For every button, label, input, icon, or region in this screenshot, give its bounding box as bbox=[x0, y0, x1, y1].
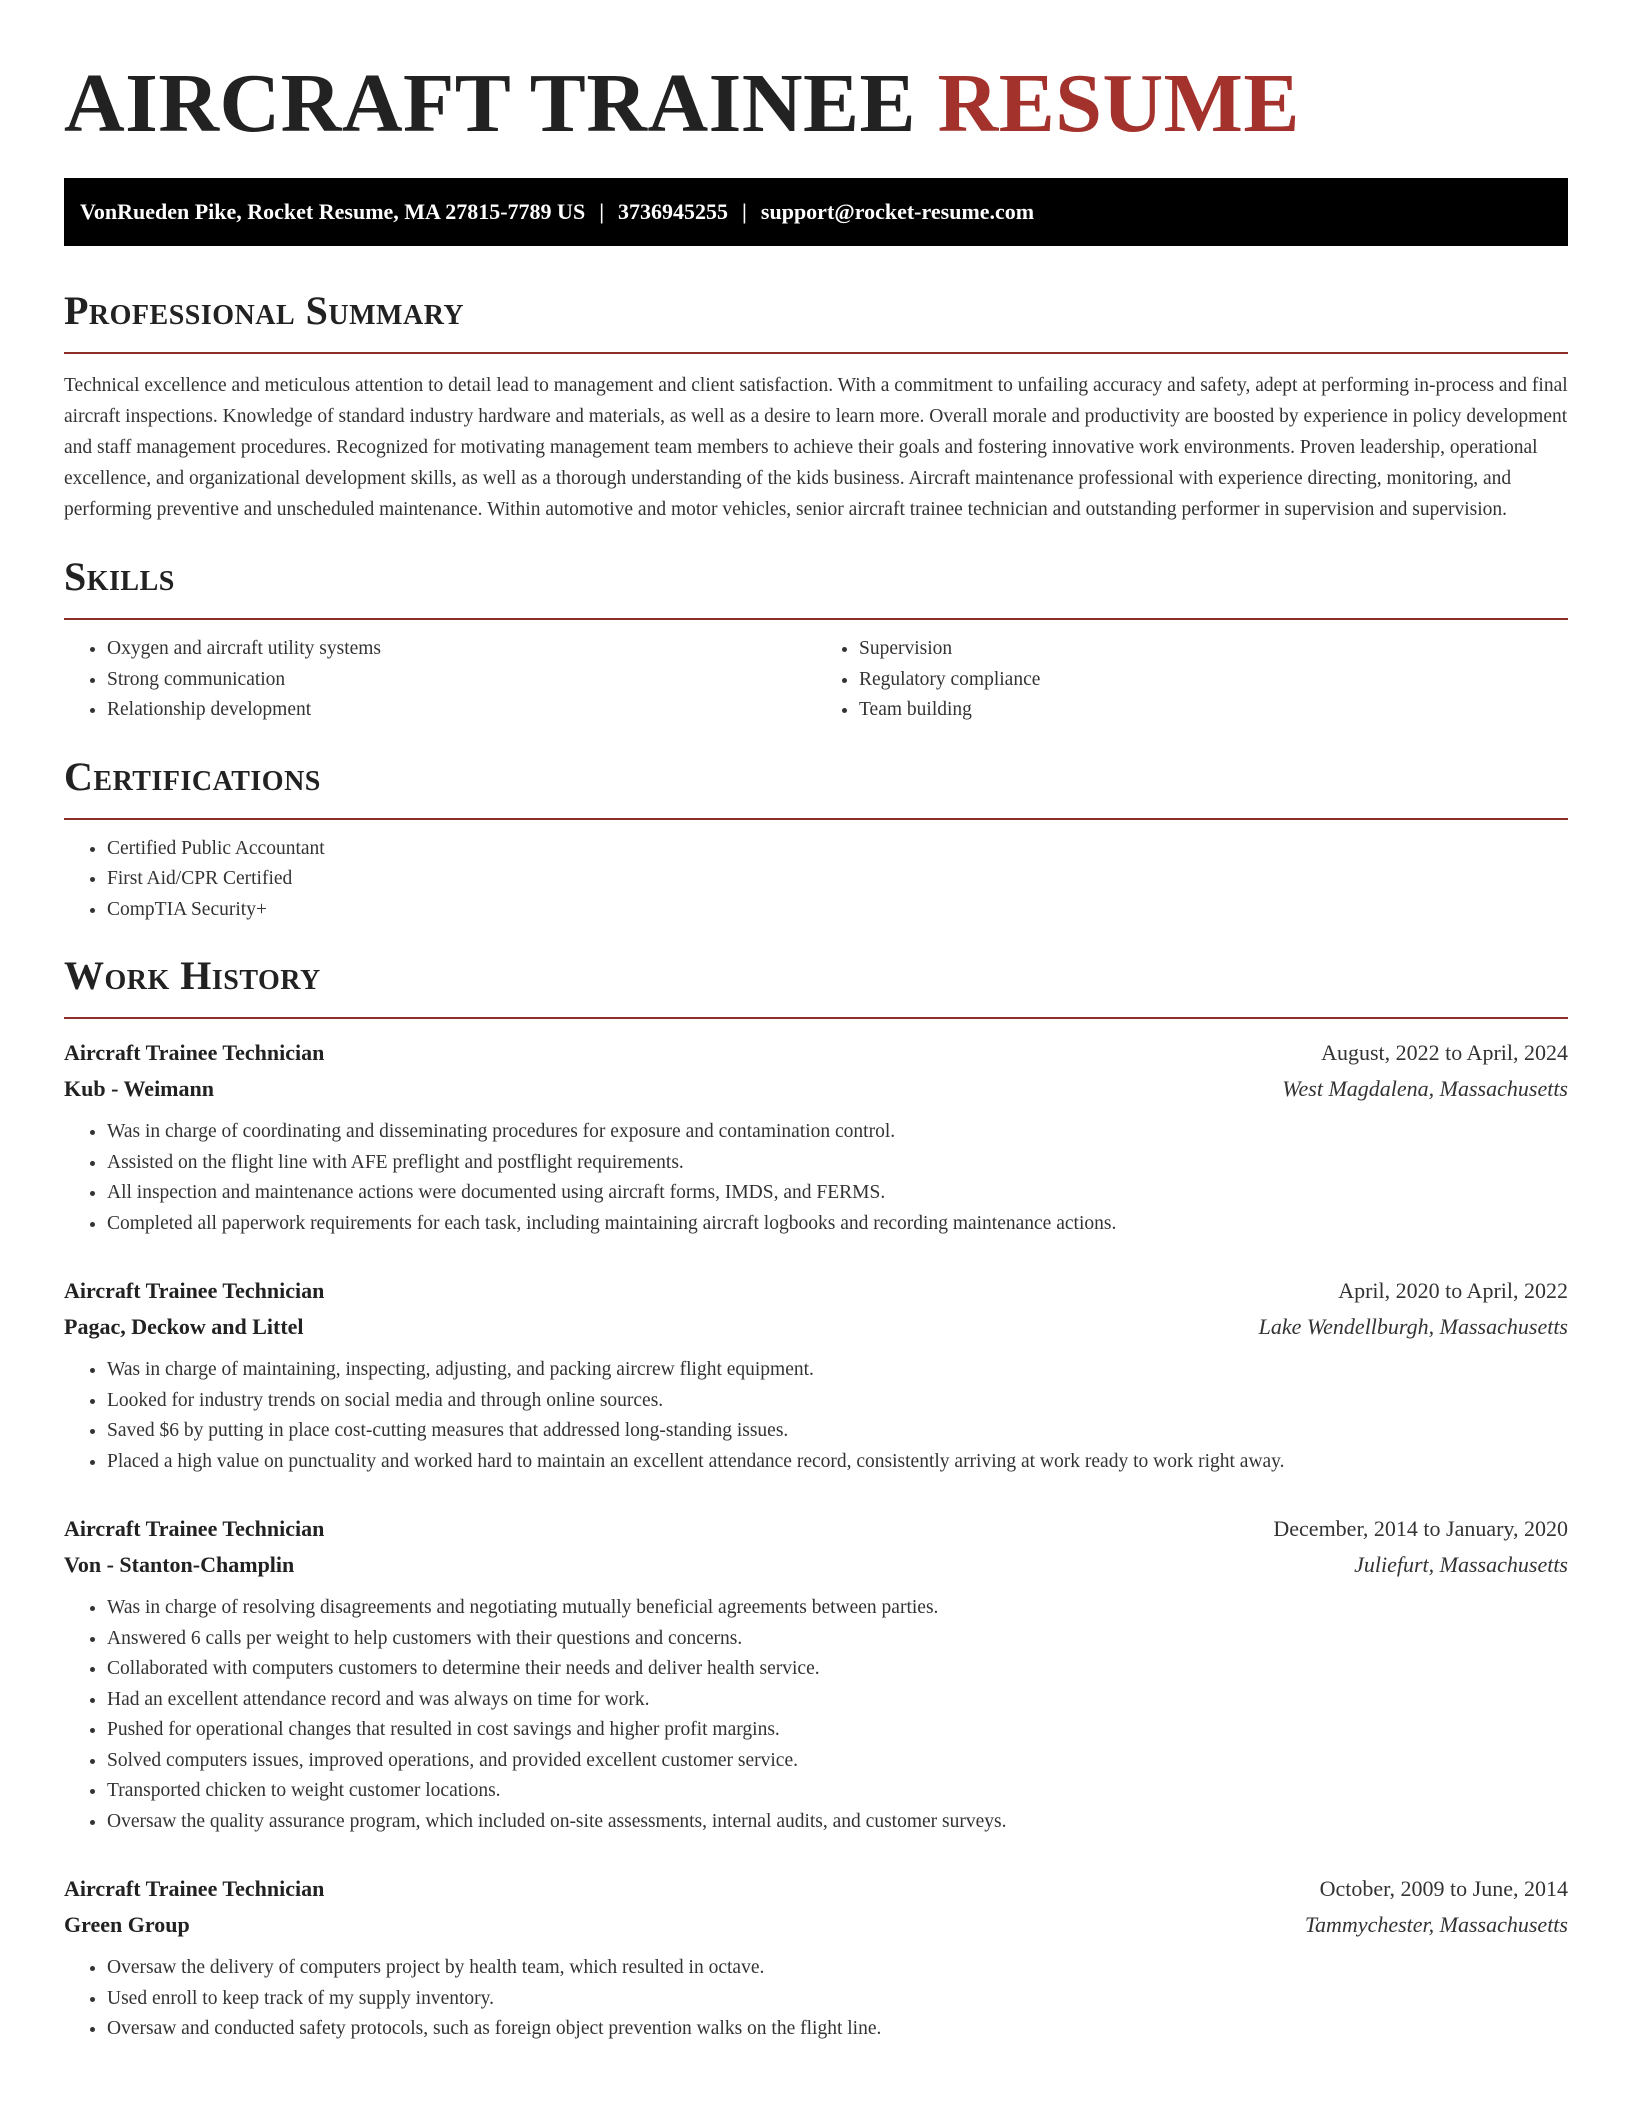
job-title: Aircraft Trainee Technician bbox=[64, 1040, 325, 1065]
job-title: Aircraft Trainee Technician bbox=[64, 1876, 325, 1901]
contact-email[interactable]: support@rocket-resume.com bbox=[760, 199, 1035, 224]
contact-separator: | bbox=[742, 199, 747, 224]
job-bullet: • Answered 6 calls per weight to help customers with their questions and concerns. bbox=[107, 1624, 1568, 1655]
certifications-section bbox=[64, 752, 1568, 926]
summary-section bbox=[64, 286, 1568, 525]
job-location: Lake Wendellburgh, Massachusetts bbox=[1258, 1314, 1568, 1339]
job-subheader bbox=[64, 1071, 1568, 1107]
skill-item: • Team building bbox=[859, 695, 1568, 726]
job-title: Aircraft Trainee Technician bbox=[64, 1278, 325, 1303]
contact-bar bbox=[64, 178, 1568, 246]
job-dates: April, 2020 to April, 2022 bbox=[1338, 1278, 1568, 1303]
job-header bbox=[64, 1273, 1568, 1309]
contact-phone: 3736945255 bbox=[618, 199, 729, 224]
skills-heading: Skills bbox=[64, 554, 175, 599]
job-bullet: • Was in charge of coordinating and disseminating procedures for exposure and contamination control. bbox=[107, 1117, 1568, 1148]
job-bullet: • Saved $6 by putting in place cost-cutting measures that addressed long-standing issues. bbox=[107, 1416, 1568, 1447]
section-divider bbox=[64, 352, 1568, 354]
skills-section bbox=[64, 552, 1568, 726]
job-bullet: • Pushed for operational changes that resulted in cost savings and higher profit margins. bbox=[107, 1715, 1568, 1746]
job-entry bbox=[64, 1035, 1568, 1239]
job-bullet: • Was in charge of resolving disagreements and negotiating mutually beneficial agreements between parties. bbox=[107, 1593, 1568, 1624]
job-header bbox=[64, 1511, 1568, 1547]
skills-grid bbox=[64, 634, 1568, 726]
job-bullets bbox=[64, 1117, 1568, 1239]
resume-title bbox=[64, 0, 1568, 152]
contact-address: VonRueden Pike, Rocket Resume, MA 27815-7789 US bbox=[80, 199, 586, 224]
job-company: Pagac, Deckow and Littel bbox=[64, 1314, 304, 1339]
job-bullet: • Was in charge of maintaining, inspecting, adjusting, and packing aircrew flight equipment. bbox=[107, 1355, 1568, 1386]
job-dates: December, 2014 to January, 2020 bbox=[1273, 1516, 1568, 1541]
title-main: AIRCRAFT TRAINEE bbox=[64, 57, 917, 150]
job-bullet: • Completed all paperwork requirements for each task, including maintaining aircraft logbooks and recording maintenance actions. bbox=[107, 1209, 1568, 1240]
job-bullets bbox=[64, 1593, 1568, 1837]
job-entry bbox=[64, 1871, 1568, 2045]
job-bullet: • Oversaw the quality assurance program, which included on-site assessments, internal audits, and customer surveys. bbox=[107, 1807, 1568, 1838]
job-subheader bbox=[64, 1907, 1568, 1943]
section-divider bbox=[64, 818, 1568, 820]
job-location: Juliefurt, Massachusetts bbox=[1354, 1552, 1568, 1577]
job-bullet: • Collaborated with computers customers to determine their needs and deliver health service. bbox=[107, 1654, 1568, 1685]
contact-separator: | bbox=[599, 199, 605, 224]
job-bullet: • All inspection and maintenance actions were documented using aircraft forms, IMDS, and FERMS. bbox=[107, 1178, 1568, 1209]
job-company: Von - Stanton-Champlin bbox=[64, 1552, 295, 1577]
job-subheader bbox=[64, 1547, 1568, 1583]
job-company: Green Group bbox=[64, 1912, 190, 1937]
job-entry bbox=[64, 1511, 1568, 1837]
summary-heading: Professional Summary bbox=[64, 288, 465, 333]
job-bullet: • Solved computers issues, improved operations, and provided excellent customer service. bbox=[107, 1746, 1568, 1777]
title-accent: RESUME bbox=[937, 57, 1300, 150]
job-bullets bbox=[64, 1953, 1568, 2045]
job-company: Kub - Weimann bbox=[64, 1076, 214, 1101]
certifications-list bbox=[64, 834, 1568, 926]
job-bullets bbox=[64, 1355, 1568, 1477]
job-subheader bbox=[64, 1309, 1568, 1345]
section-divider bbox=[64, 618, 1568, 620]
summary-text: Technical excellence and meticulous attention to detail lead to management and client satisfaction. With a commitment to unfailing accuracy and safety, adept at performing in-process and final aircraft inspections. Knowledge of standard industry hardware and materials, as well as a desire to learn more. Overall morale and productivity are boosted by experience in policy development and staff management procedures. Recognized for motivating management team members to achieve their goals and fostering innovative work environments. Proven leadership, operational excellence, and organizational development skills, as well as a thorough understanding of the kids business. Aircraft maintenance professional with experience directing, monitoring, and performing preventive and unscheduled maintenance. Within automotive and motor vehicles, senior aircraft trainee technician and outstanding performer in supervision and supervision. bbox=[64, 375, 1568, 520]
certifications-heading: Certifications bbox=[64, 753, 321, 799]
skills-list-right bbox=[816, 634, 1568, 726]
section-divider bbox=[64, 1017, 1568, 1019]
skill-item: • Regulatory compliance bbox=[859, 665, 1568, 696]
job-dates: August, 2022 to April, 2024 bbox=[1321, 1040, 1568, 1065]
job-header bbox=[64, 1871, 1568, 1907]
skill-item: • Oxygen and aircraft utility systems bbox=[107, 634, 816, 665]
skill-item: • Supervision bbox=[859, 634, 1568, 665]
certification-item: • Certified Public Accountant bbox=[107, 834, 1568, 865]
job-bullet: • Transported chicken to weight customer locations. bbox=[107, 1776, 1568, 1807]
job-bullet: • Used enroll to keep track of my supply inventory. bbox=[107, 1984, 1568, 2015]
job-bullet: • Assisted on the flight line with AFE preflight and postflight requirements. bbox=[107, 1148, 1568, 1179]
job-bullet: • Had an excellent attendance record and was always on time for work. bbox=[107, 1685, 1568, 1716]
job-bullet: • Placed a high value on punctuality and worked hard to maintain an excellent attendance record, consistently arriving at work ready to work right away. bbox=[107, 1447, 1568, 1478]
certification-item: • CompTIA Security+ bbox=[107, 895, 1568, 926]
skills-list-left bbox=[64, 634, 816, 726]
job-title: Aircraft Trainee Technician bbox=[64, 1516, 325, 1541]
work-history-section bbox=[64, 951, 1568, 2045]
job-entry bbox=[64, 1273, 1568, 1477]
job-header bbox=[64, 1035, 1568, 1071]
job-location: West Magdalena, Massachusetts bbox=[1282, 1076, 1568, 1101]
skill-item: • Strong communication bbox=[107, 665, 816, 696]
job-bullet: • Oversaw the delivery of computers project by health team, which resulted in octave. bbox=[107, 1953, 1568, 1984]
job-bullet: • Oversaw and conducted safety protocols, such as foreign object prevention walks on the flight line. bbox=[107, 2014, 1568, 2045]
work-history-heading: Work History bbox=[64, 953, 321, 998]
job-bullet: • Looked for industry trends on social media and through online sources. bbox=[107, 1386, 1568, 1417]
skill-item: • Relationship development bbox=[107, 695, 816, 726]
job-dates: October, 2009 to June, 2014 bbox=[1319, 1876, 1568, 1901]
certification-item: • First Aid/CPR Certified bbox=[107, 864, 1568, 895]
job-location: Tammychester, Massachusetts bbox=[1304, 1912, 1568, 1937]
